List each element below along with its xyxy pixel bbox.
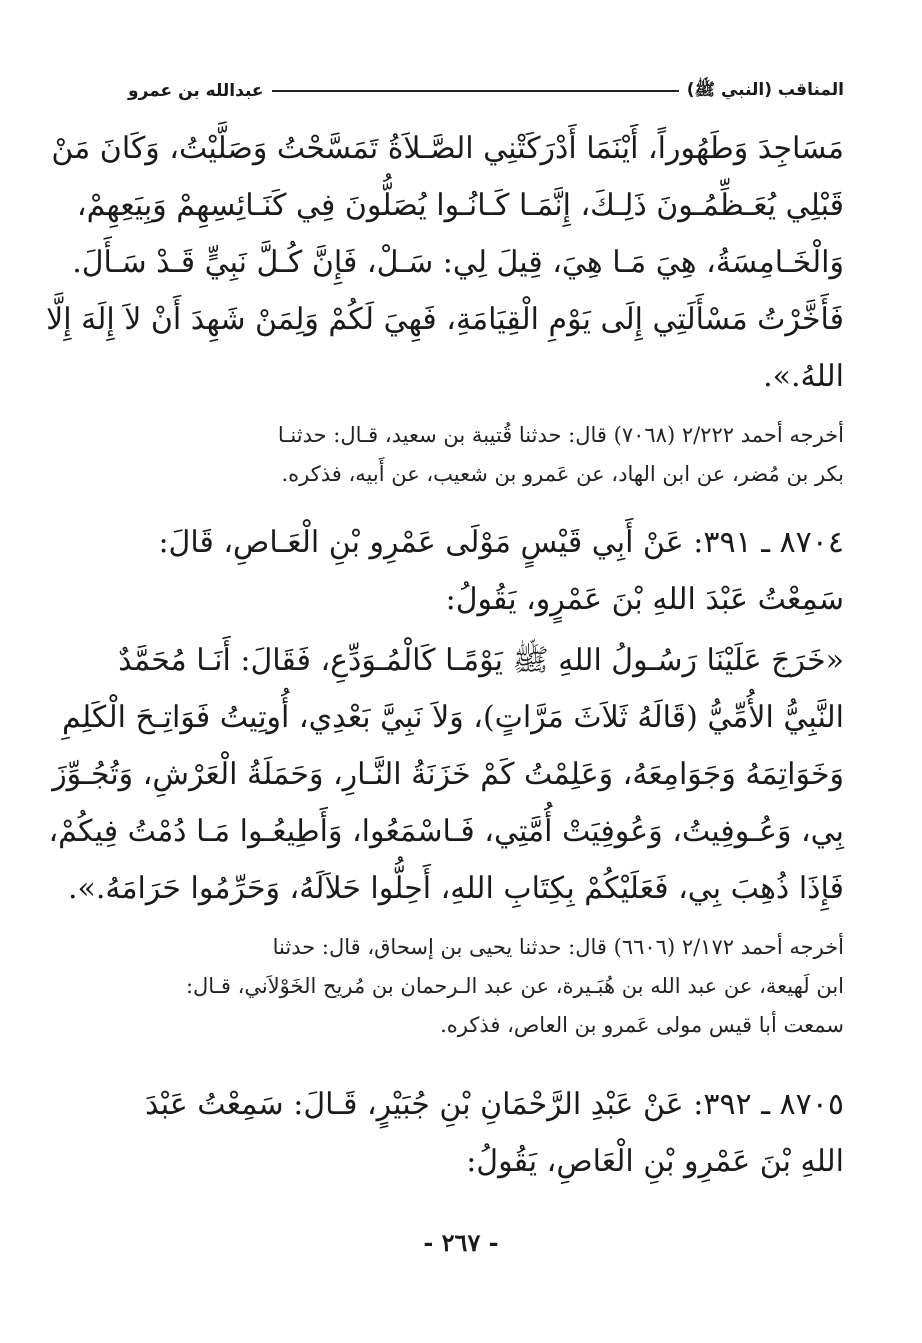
text-line: وَالْخَـامِسَةُ، هِيَ مَـا هِيَ، قِيلَ لِي: سَـلْ، فَإِنَّ كُـلَّ نَبِيٍّ قَـدْ سَـأَلَ. xyxy=(72,245,844,280)
source-line: سمعت أبا قيس مولى عَمرو بن العاص، فذكره. xyxy=(440,1013,844,1037)
text-line: سَمِعْتُ عَبْدَ اللهِ بْنَ عَمْرٍو، يَقُولُ: xyxy=(445,582,844,617)
source-line: بكر بن مُضر، عن ابن الهاد، عن عَمرو بن شعيب، عن أَبيه، فذكره. xyxy=(281,462,844,486)
header-rule xyxy=(272,90,679,92)
header-left-title: عبدالله بن عمرو xyxy=(128,81,264,101)
page-number: - ٢٦٧ - xyxy=(423,1228,499,1257)
text-line: اللهُ.». xyxy=(763,359,844,394)
text-line: وَخَوَاتِمَهُ وَجَوَامِعَهُ، وَعَلِمْتُ كَمْ خَزَنَةُ النَّـارِ، وَحَمَلَةُ الْعَرْشِ، وَتُجُـوِّزَ xyxy=(52,757,844,792)
text-line: بِي، وَعُـوفِيتُ، وَعُوفِيَتْ أُمَّتِي، فَـاسْمَعُوا، وَأَطِيعُـوا مَـا دُمْتُ فِيكُمْ، xyxy=(48,814,844,849)
text-line: ٨٧٠٥ ـ ٣٩٢: عَنْ عَبْدِ الرَّحْمَانِ بْنِ جُبَيْرٍ، قَـالَ: سَمِعْتُ عَبْدَ xyxy=(145,1087,844,1122)
source-note-2 xyxy=(128,928,844,1045)
text-line: النَّبِيُّ الأُمِّيُّ (قَالَهُ ثَلاَثَ مَرَّاتٍ)، وَلاَ نَبِيَّ بَعْدِي، أُوتِيتُ فَوَاتِـحَ الْكَلِمِ xyxy=(62,700,844,735)
text-line: مَسَاجِدَ وَطَهُوراً، أَيْنَمَا أَدْرَكَتْنِي الصَّـلاَةُ تَمَسَّحْتُ وَصَلَّيْتُ، وَكَانَ مَنْ xyxy=(51,131,844,166)
text-line: فَأَخَّرْتُ مَسْأَلَتِي إِلَى يَوْمِ الْقِيَامَةِ، فَهِيَ لَكُمْ وَلِمَنْ شَهِدَ أَنْ لاَ إِلَهَ إِلَّا xyxy=(46,302,844,337)
source-note-1 xyxy=(128,416,844,494)
hadith-continuation xyxy=(46,120,844,405)
text-line: فَإِذَا ذُهِبَ بِي، فَعَلَيْكُمْ بِكِتَابِ اللهِ، أَحِلُّوا حَلاَلَهُ، وَحَرِّمُوا حَرَامَهُ.». xyxy=(67,871,844,906)
source-line: أخرجه أحمد ٢/٢٢٢ (٧٠٦٨) قال: حدثنا قُتيبة بن سعيد، قـال: حدثنـا xyxy=(277,423,844,447)
text-line: اللهِ بْنَ عَمْرِو بْنِ الْعَاصِ، يَقُولُ: xyxy=(466,1144,844,1179)
text-line: قَبْلِي يُعَـظِّمُـونَ ذَلِـكَ، إِنَّمَـا كَـانُـوا يُصَلُّونَ فِي كَنَـائِسِهِمْ وَبِيَعِهِمْ، xyxy=(76,188,844,223)
text-line: «خَرَجَ عَلَيْنَا رَسُـولُ اللهِ ﷺ يَوْمًـا كَالْمُـوَدِّعِ، فَقَالَ: أَنَـا مُحَمَّدٌ xyxy=(118,643,844,678)
hadith-392-intro xyxy=(128,1076,844,1190)
hadith-391-text xyxy=(48,632,844,917)
running-header xyxy=(128,76,844,106)
source-line: أخرجه أحمد ٢/١٧٢ (٦٦٠٦) قال: حدثنا يحيى بن إسحاق، قال: حدثنا xyxy=(272,935,844,959)
hadith-391-intro xyxy=(128,514,844,628)
source-line: ابن لَهيعة، عن عبد الله بن هُبَـيرة، عن عبد الـرحمان بن مُريح الخَوْلاَني، قـال: xyxy=(185,974,844,998)
text-line: ٨٧٠٤ ـ ٣٩١: عَنْ أَبِي قَيْسٍ مَوْلَى عَمْرِو بْنِ الْعَـاصِ، قَالَ: xyxy=(158,525,844,560)
header-right-title: المناقب (النبي ﷺ) xyxy=(686,79,844,100)
